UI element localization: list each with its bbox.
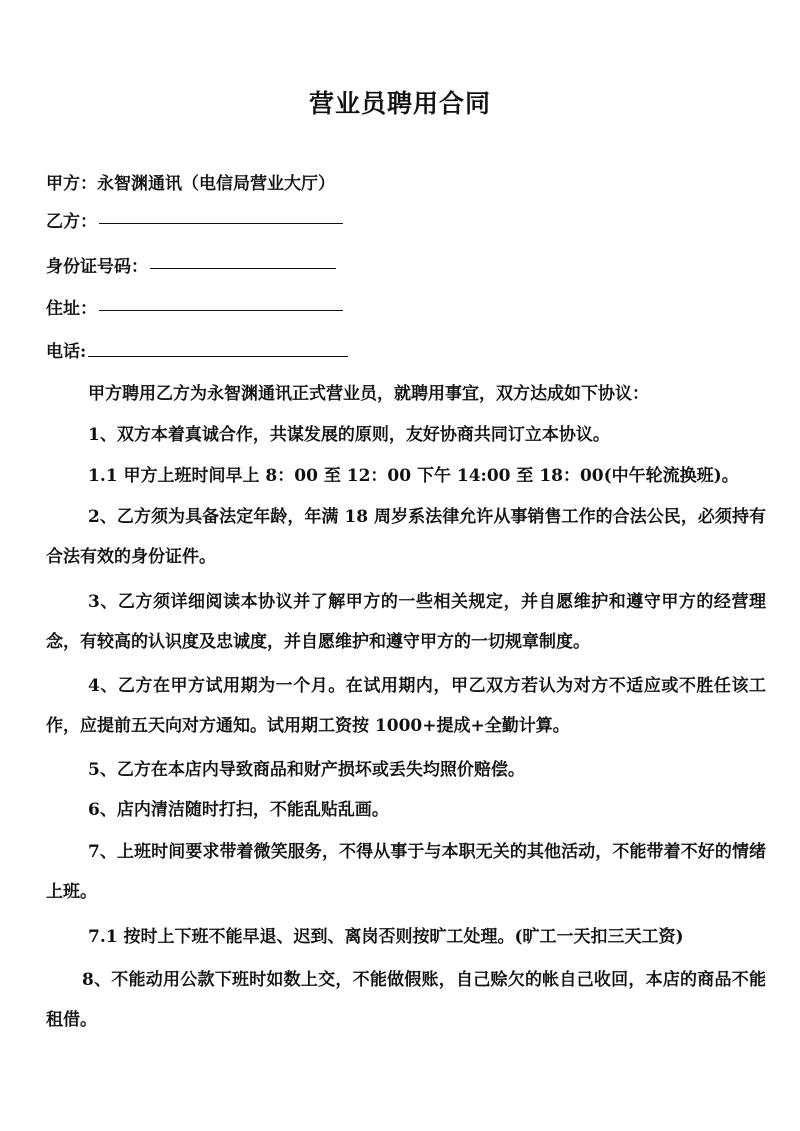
clause-1: 1、双方本着真诚合作，共谋发展的原则，友好协商共同订立本协议。 <box>88 425 610 445</box>
phone-line <box>46 340 348 364</box>
phone-label: 电话: <box>46 342 87 362</box>
clause-7: 7、上班时间要求带着微笑服务，不得从事于与本职无关的其他活动，不能带着不好的情绪上班。 <box>46 842 766 902</box>
party-b-blank <box>99 222 343 224</box>
address-line <box>46 297 343 321</box>
id-number-line <box>46 255 336 279</box>
party-b-label: 乙方： <box>46 212 97 232</box>
address-blank <box>99 309 343 311</box>
id-number-label: 身份证号码： <box>46 257 148 277</box>
id-number-blank <box>150 267 336 269</box>
party-a-text: 甲方：永智渊通讯（电信局营业大厅） <box>46 174 335 194</box>
party-b-line <box>46 210 343 234</box>
clause-6: 6、店内清洁随时打扫，不能乱贴乱画。 <box>88 800 389 820</box>
clause-3: 3、乙方须详细阅读本协议并了解甲方的一些相关规定，并自愿维护和遵守甲方的经营理念，有较高的认识度及忠诚度，并自愿维护和遵守甲方的一切规章制度。 <box>46 592 766 652</box>
address-label: 住址： <box>46 299 97 319</box>
clause-1-1: 1.1 甲方上班时间早上 8：00 至 12：00 下午 14:00 至 18：00(中午轮流换班)。 <box>88 466 739 486</box>
clause-2: 2、乙方须为具备法定年龄，年满 18 周岁系法律允许从事销售工作的合法公民，必须持有合法有效的身份证件。 <box>46 507 766 567</box>
clause-7-1: 7.1 按时上下班不能早退、迟到、离岗否则按旷工处理。(旷工一天扣三天工资) <box>88 927 684 947</box>
clause-4: 4、乙方在甲方试用期为一个月。在试用期内，甲乙双方若认为对方不适应或不胜任该工作，应提前五天向对方通知。试用期工资按 1000+提成+全勤计算。 <box>46 676 766 736</box>
intro-paragraph: 甲方聘用乙方为永智渊通讯正式营业员，就聘用事宜，双方达成如下协议： <box>88 384 649 404</box>
clause-5: 5、乙方在本店内导致商品和财产损坏或丢失均照价赔偿。 <box>88 760 525 780</box>
phone-blank <box>88 341 348 357</box>
party-a-line <box>46 172 335 196</box>
clause-8: 8、不能动用公款下班时如数上交，不能做假账，自己赊欠的帐自己收回，本店的商品不能租借。 <box>46 970 766 1030</box>
document-title: 营业员聘用合同 <box>308 89 491 118</box>
